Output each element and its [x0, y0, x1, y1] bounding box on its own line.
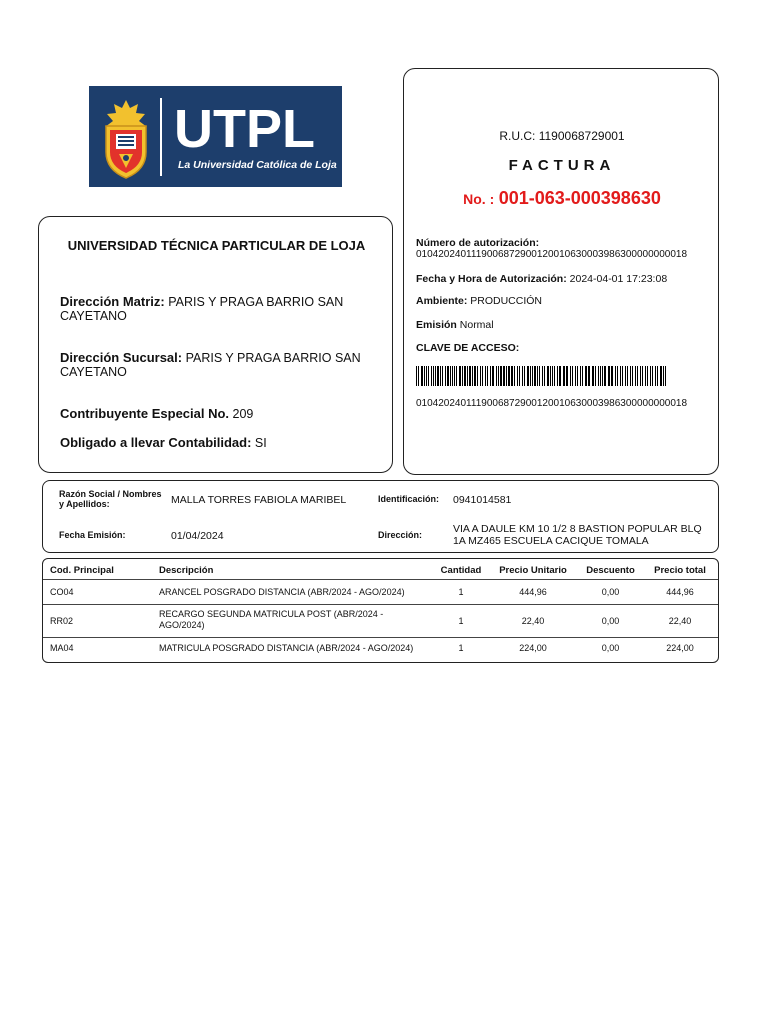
- barcode-bar: [592, 366, 594, 386]
- invoice-info-panel: [403, 68, 719, 475]
- barcode-bar: [514, 366, 515, 386]
- barcode-bar: [467, 366, 468, 386]
- barcode-bar: [559, 366, 561, 386]
- barcode-bar: [617, 366, 618, 386]
- barcode-bar: [575, 366, 576, 386]
- header-discount: Descuento: [586, 565, 635, 576]
- barcode-bar: [663, 366, 664, 386]
- barcode-bar: [450, 366, 451, 386]
- barcode-bar: [431, 366, 432, 386]
- row-discount: 0,00: [601, 616, 620, 626]
- invoice-number: [404, 188, 720, 209]
- barcode-bar: [426, 366, 427, 386]
- customer-address: VIA A DAULE KM 10 1/2 8 BASTION POPULAR BLQ 1A MZ465 ESCUELA CACIQUE TOMALA: [453, 523, 702, 547]
- customer-address-label: Dirección:: [378, 530, 423, 540]
- document-type: FACTURA: [508, 157, 616, 174]
- row-description: MATRICULA POSGRADO DISTANCIA (ABR/2024 - AGO/2024): [159, 643, 414, 653]
- barcode-bar: [464, 366, 466, 386]
- row-code: MA04: [50, 643, 74, 653]
- barcode-bar: [645, 366, 646, 386]
- auth-number-label: Número de autorización:: [416, 237, 540, 249]
- row-total: 22,40: [668, 616, 692, 626]
- barcode-bar: [582, 366, 583, 386]
- table-row: [43, 580, 719, 604]
- barcode-bar: [572, 366, 573, 386]
- row-discount: 0,00: [601, 643, 620, 653]
- barcode-bar: [440, 366, 441, 386]
- barcode-bar: [437, 366, 439, 386]
- customer-name: MALLA TORRES FABIOLA MARIBEL: [171, 494, 347, 506]
- barcode-bar: [442, 366, 443, 386]
- row-quantity: 1: [458, 616, 464, 626]
- row-quantity: 1: [458, 643, 464, 653]
- header-quantity: Cantidad: [440, 565, 482, 576]
- barcode-bar: [530, 366, 531, 386]
- auth-number-value: 0104202401119006872900120010630003986300000000018: [416, 249, 688, 260]
- barcode-bar: [428, 366, 429, 386]
- header-unit-price: Precio Unitario: [499, 565, 567, 576]
- barcode-bar: [459, 366, 461, 386]
- barcode-bar: [433, 366, 434, 386]
- issue-date: 01/04/2024: [171, 530, 224, 542]
- barcode-bar: [454, 366, 455, 386]
- barcode-bar: [424, 366, 425, 386]
- barcode-bar: [474, 366, 476, 386]
- issuer-info-panel: [38, 216, 393, 473]
- header-description: Descripción: [159, 565, 214, 576]
- barcode-bar: [539, 366, 540, 386]
- logo-divider: [160, 98, 162, 176]
- barcode-bar: [554, 366, 555, 386]
- auth-datetime: Fecha y Hora de Autorización: 2024-04-01 17:23:08: [416, 273, 668, 285]
- row-total: 444,96: [666, 587, 694, 597]
- logo-wordmark: UTPL: [174, 99, 315, 159]
- branch-address: Dirección Sucursal: PARIS Y PRAGA BARRIO SAN CAYETANO: [60, 350, 361, 379]
- barcode-bar: [447, 366, 449, 386]
- barcode-bar: [522, 366, 523, 386]
- barcode-bar: [585, 366, 587, 386]
- barcode-bar: [611, 366, 613, 386]
- barcode-bar: [608, 366, 610, 386]
- issuer-name: UNIVERSIDAD TÉCNICA PARTICULAR DE LOJA: [67, 238, 366, 253]
- barcode-bar: [637, 366, 638, 386]
- barcode-bar: [620, 366, 621, 386]
- barcode-bar: [550, 366, 551, 386]
- customer-id: 0941014581: [453, 494, 512, 506]
- barcode-bar: [602, 366, 603, 386]
- barcode-bar: [482, 366, 483, 386]
- environment: Ambiente: PRODUCCIÓN: [416, 295, 543, 307]
- barcode-bar: [487, 366, 488, 386]
- row-discount: 0,00: [601, 587, 620, 597]
- barcode-bar: [547, 366, 549, 386]
- barcode-bar: [503, 366, 505, 386]
- barcode-bar: [630, 366, 631, 386]
- barcode-bar: [462, 366, 463, 386]
- university-crest-icon: [97, 94, 155, 180]
- issue-date-label: Fecha Emisión:: [59, 530, 126, 540]
- barcode-bar: [552, 366, 553, 386]
- barcode-bar: [496, 366, 497, 386]
- barcode-bar: [598, 366, 599, 386]
- access-key-value: 0104202401119006872900120010630003986300000000018: [416, 398, 688, 409]
- barcode-bar: [490, 366, 491, 386]
- emission: Emisión Normal: [416, 319, 494, 331]
- barcode-bar: [477, 366, 478, 386]
- customer-name-label: Razón Social / Nombres y Apellidos:: [59, 489, 162, 509]
- barcode-bar: [615, 366, 616, 386]
- invoice-number-label: No. :: [463, 191, 495, 207]
- barcode-bar: [519, 366, 520, 386]
- barcode-bar: [557, 366, 558, 386]
- barcode-bar: [456, 366, 457, 386]
- barcode-bar: [632, 366, 633, 386]
- barcode-bar: [627, 366, 628, 386]
- header-code: Cod. Principal: [50, 565, 114, 576]
- utpl-logo: [89, 86, 342, 187]
- barcode-bar: [657, 366, 658, 386]
- barcode-bar: [640, 366, 641, 386]
- barcode-bar: [647, 366, 648, 386]
- row-code: RR02: [50, 616, 74, 626]
- row-unit-price: 444,96: [519, 587, 547, 597]
- table-row: [43, 605, 719, 637]
- header-total: Precio total: [654, 565, 706, 576]
- barcode-bar: [421, 366, 423, 386]
- customer-id-label: Identificación:: [378, 494, 440, 504]
- row-quantity: 1: [458, 587, 464, 597]
- row-code: CO04: [50, 587, 74, 597]
- row-total: 224,00: [666, 643, 694, 653]
- barcode-bar: [566, 366, 568, 386]
- barcode-bar: [652, 366, 653, 386]
- row-description: RECARGO SEGUNDA MATRICULA POST (ABR/2024 - AGO/2024): [159, 609, 384, 630]
- barcode-bar: [506, 366, 507, 386]
- barcode-bar: [588, 366, 590, 386]
- barcode-bar: [542, 366, 543, 386]
- barcode-bar: [537, 366, 538, 386]
- barcode-bar: [445, 366, 446, 386]
- barcode-bar: [416, 366, 417, 386]
- invoice-number-value: 001-063-000398630: [498, 188, 661, 208]
- special-taxpayer: Contribuyente Especial No. 209: [60, 406, 254, 421]
- barcode-bar: [570, 366, 571, 386]
- barcode-bar: [563, 366, 565, 386]
- barcode-bar: [625, 366, 626, 386]
- barcode-bar: [480, 366, 481, 386]
- barcode-bar: [498, 366, 499, 386]
- barcode-bar: [577, 366, 578, 386]
- customer-info-panel: [42, 480, 719, 553]
- barcode-bar: [604, 366, 606, 386]
- row-unit-price: 224,00: [519, 643, 547, 653]
- barcode-bar: [435, 366, 436, 386]
- barcode-bar: [642, 366, 643, 386]
- barcode-bar: [527, 366, 529, 386]
- access-key-label: CLAVE DE ACCESO:: [416, 342, 520, 354]
- items-table: [42, 558, 719, 663]
- barcode-bar: [469, 366, 471, 386]
- barcode-bar: [511, 366, 513, 386]
- barcode-bar: [485, 366, 486, 386]
- barcode-bar: [660, 366, 662, 386]
- barcode-bar: [472, 366, 473, 386]
- accounting-obligation: Obligado a llevar Contabilidad: SI: [60, 435, 267, 450]
- table-row: [43, 638, 719, 662]
- barcode-bar: [580, 366, 581, 386]
- access-key-barcode: [416, 366, 666, 386]
- barcode-bar: [532, 366, 533, 386]
- barcode-bar: [600, 366, 601, 386]
- barcode-bar: [452, 366, 453, 386]
- main-address: Dirección Matriz: PARIS Y PRAGA BARRIO SAN CAYETANO: [60, 294, 344, 323]
- barcode-bar: [517, 366, 518, 386]
- barcode-bar: [524, 366, 525, 386]
- row-description: ARANCEL POSGRADO DISTANCIA (ABR/2024 - AGO/2024): [159, 587, 405, 597]
- barcode-bar: [500, 366, 502, 386]
- barcode-bar: [665, 366, 666, 386]
- barcode-bar: [650, 366, 651, 386]
- barcode-bar: [508, 366, 510, 386]
- row-unit-price: 22,40: [521, 616, 545, 626]
- barcode-bar: [534, 366, 536, 386]
- barcode-bar: [418, 366, 419, 386]
- barcode-bar: [595, 366, 596, 386]
- barcode-bar: [635, 366, 636, 386]
- barcode-bar: [492, 366, 494, 386]
- logo-tagline: La Universidad Católica de Loja: [178, 159, 337, 171]
- ruc-number: R.U.C: 1190068729001: [499, 129, 625, 143]
- barcode-bar: [544, 366, 545, 386]
- barcode-bar: [655, 366, 656, 386]
- barcode-bar: [622, 366, 623, 386]
